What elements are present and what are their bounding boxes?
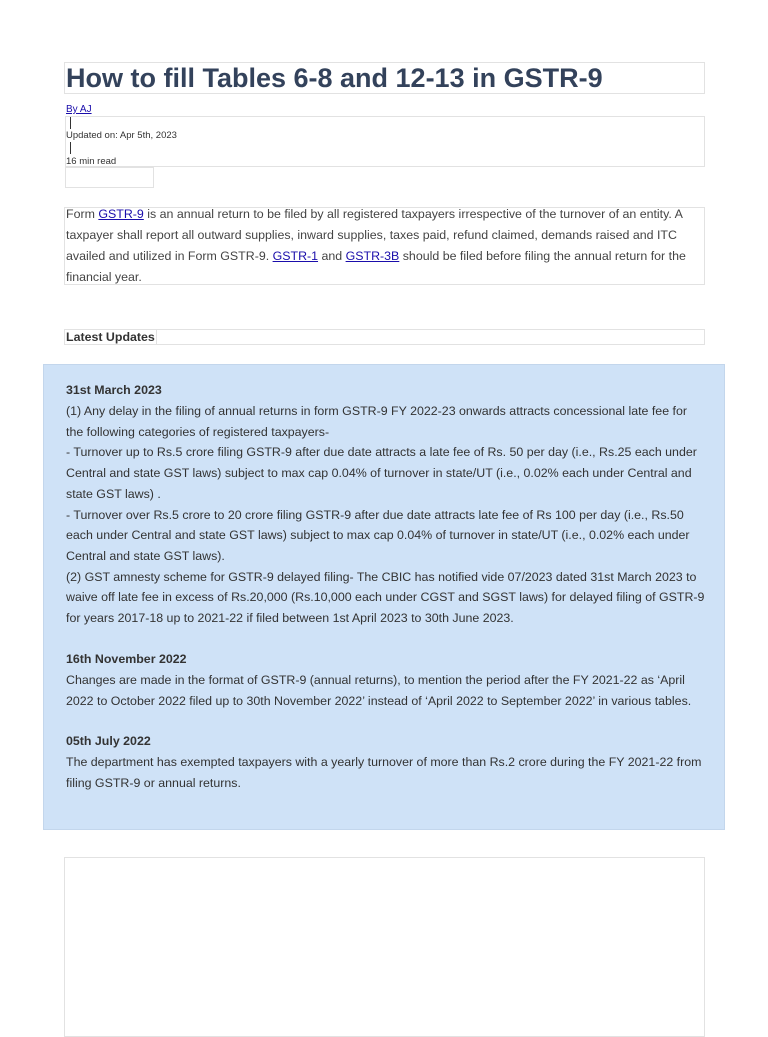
- content-frame: [64, 857, 705, 1037]
- gstr-3b-link[interactable]: GSTR-3B: [345, 249, 400, 263]
- update-item: [66, 380, 706, 629]
- update-line: (1) Any delay in the filing of annual returns in form GSTR-9 FY 2022-23 onwards attracts concessional late fee for: [66, 404, 687, 418]
- intro-text: Form: [66, 207, 99, 221]
- update-line: the following categories of registered taxpayers-: [66, 424, 330, 439]
- update-line: waive off late fee in excess of Rs.20,000 (Rs.10,000 each under CGST and SGST laws) for delayed filing of GSTR-9: [66, 590, 705, 605]
- update-line: The department has exempted taxpayers with a yearly turnover of more than Rs.2 crore during the FY 2021-22 from: [66, 755, 702, 769]
- update-line: (2) GST amnesty scheme for GSTR-9 delayed filing- The CBIC has notified vide 07/2023 dated 31st March 2023 to: [66, 569, 697, 584]
- update-line: Central and state GST laws) subject to max cap 0.04% of turnover in state/UT (i.e., 0.02% each under Central and: [66, 466, 692, 481]
- intro-text: should be filed before filing the annual return for the financial year.: [66, 249, 686, 284]
- updates-panel: [43, 364, 725, 830]
- page-title: How to fill Tables 6-8 and 12-13 in GSTR-9: [66, 63, 603, 93]
- divider-bar: [70, 117, 71, 129]
- gstr-1-link[interactable]: GSTR-1: [272, 249, 319, 263]
- update-line: Central and state GST laws).: [66, 548, 225, 563]
- updated-date: Updated on: Apr 5th, 2023: [66, 130, 177, 141]
- gstr-9-link[interactable]: GSTR-9: [98, 207, 144, 221]
- update-line: filing GSTR-9 or annual returns.: [66, 775, 241, 790]
- update-line: Changes are made in the format of GSTR-9 (annual returns), to mention the period after the FY 2021-22 as ‘April: [66, 673, 685, 687]
- latest-updates-heading: Latest Updates: [66, 330, 155, 344]
- intro-text: and: [318, 249, 346, 263]
- divider-bar: [70, 142, 71, 154]
- empty-frame: [65, 167, 154, 188]
- update-date: 31st March 2023: [66, 383, 162, 397]
- update-line: - Turnover up to Rs.5 crore filing GSTR-9 after due date attracts a late fee of Rs. 50 per day (i.e., Rs.25 each under: [66, 445, 697, 460]
- update-item: [66, 731, 706, 793]
- meta-frame: [65, 116, 705, 167]
- intro-paragraph: [66, 204, 700, 288]
- update-line: each under Central and state GST laws) subject to max cap 0.04% of turnover in state/UT (i.e., 0.02% each under: [66, 528, 690, 543]
- update-item: [66, 649, 706, 711]
- intro-text: is an annual return to be filed by all registered taxpayers irrespective of the turnover of an entity. A taxpayer shall report all outward supplies, inward supplies, taxes paid, refund claimed, demands raised and ITC availed and utilized in Form GSTR-9.: [66, 207, 683, 263]
- author-link[interactable]: By AJ: [66, 104, 92, 115]
- update-line: 2022 to October 2022 filed up to 30th November 2022’ instead of ‘April 2022 to September 2022’ in various tables.: [66, 693, 692, 708]
- update-line: for years 2017-18 up to 2021-22 if filed between 1st April 2023 to 30th June 2023.: [66, 611, 514, 626]
- read-time: 16 min read: [66, 156, 117, 167]
- update-line: state GST laws) .: [66, 486, 161, 501]
- update-date: 16th November 2022: [66, 652, 187, 666]
- update-date: 05th July 2022: [66, 734, 151, 748]
- latest-updates-frame: [64, 329, 705, 345]
- update-line: - Turnover over Rs.5 crore to 20 crore filing GSTR-9 after due date attracts late fee of Rs 100 per day (i.e., Rs.50: [66, 507, 684, 522]
